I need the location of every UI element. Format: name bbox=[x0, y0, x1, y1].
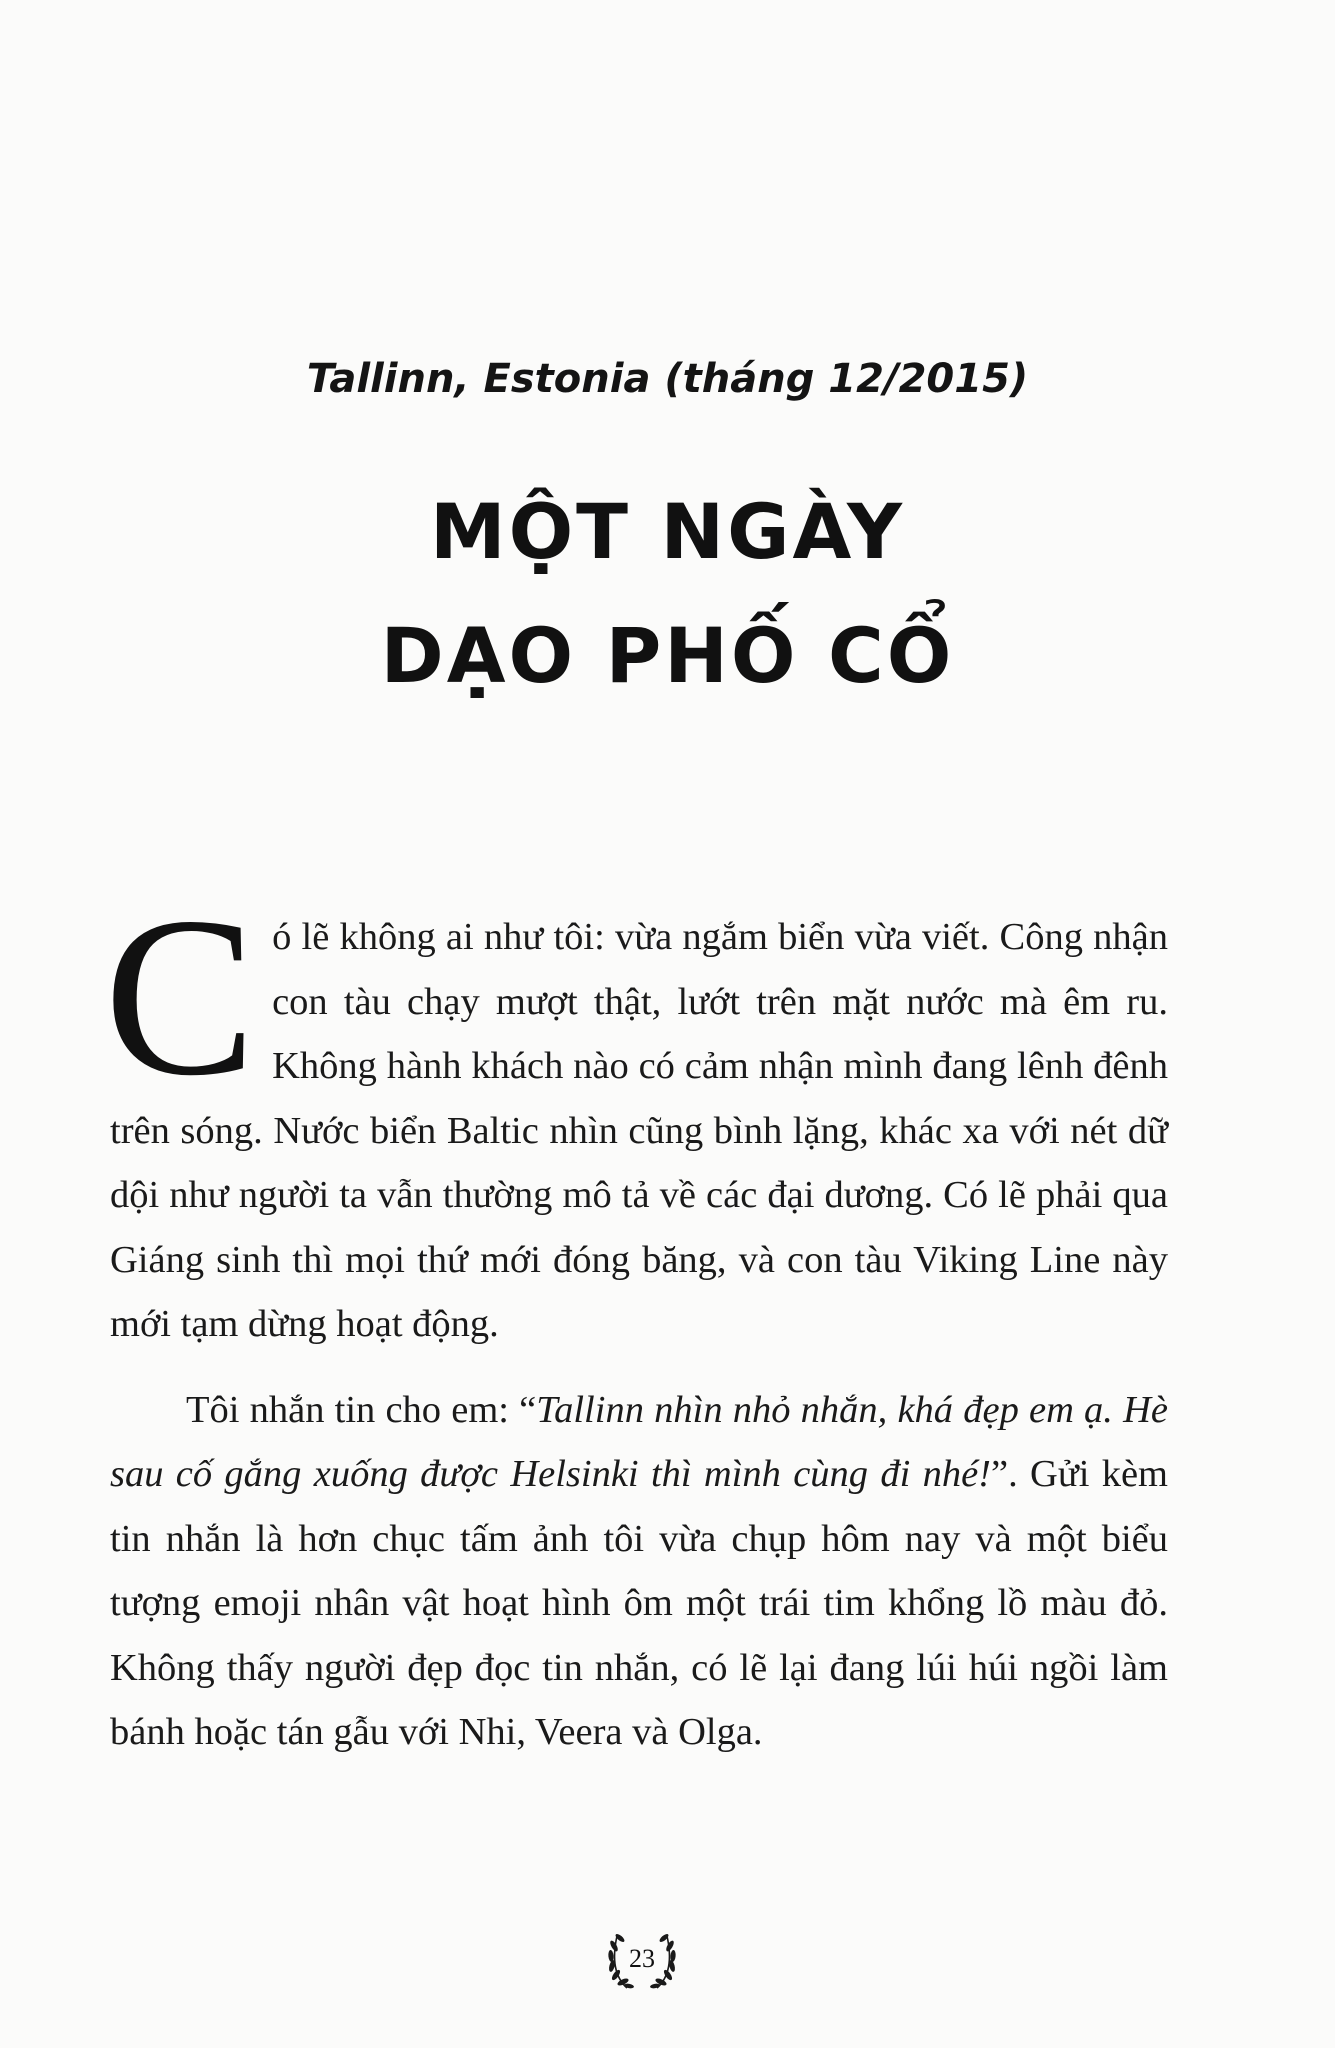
chapter-location-date: Tallinn, Estonia (tháng 12/2015) bbox=[306, 356, 1029, 402]
chapter-title bbox=[0, 470, 1335, 718]
chapter-title-line-1: MỘT NGÀY bbox=[429, 487, 906, 576]
chapter-title-line-2: DẠO PHỐ CỔ bbox=[380, 611, 955, 700]
page-number: 23 bbox=[629, 1944, 655, 1973]
paragraph-2 bbox=[110, 1378, 1168, 1765]
chapter-body bbox=[104, 871, 1169, 1765]
paragraph-1 bbox=[104, 871, 1168, 1357]
paragraph-1-text: ó lẽ không ai như tôi: vừa ngắm biển vừa viết. Công nhận con tàu chạy mượt thật, lướt trên mặt nước mà êm ru. Không hành khách nào có cảm nhận mình đang lênh đênh trên sóng. Nước biển Baltic nhìn cũng bình lặng, khác xa với nét dữ dội như người ta vẫn thường mô tả về các đại dương. Có lẽ phải qua Giáng sinh thì mọi thứ mới đóng băng, và con tàu Viking Line này mới tạm dừng hoạt động. bbox=[110, 916, 1168, 1345]
paragraph-2-quote: Tallinn nhìn nhỏ nhắn, khá đẹp em ạ. Hè sau cố gắng xuống được Helsinki thì mình cùng đi nhé! bbox=[110, 1388, 1169, 1495]
paragraph-2-rest: ”. Gửi kèm tin nhắn là hơn chục tấm ảnh tôi vừa chụp hôm nay và một biểu tượng emoji nhân vật hoạt hình ôm một trái tim khổng lồ màu đỏ. Không thấy người đẹp đọc tin nhắn, có lẽ lại đang lúi húi ngồi làm bánh hoặc tán gẫu với Nhi, Veera và Olga. bbox=[110, 1453, 1168, 1753]
page-folio bbox=[597, 1924, 687, 1994]
paragraph-2-lead: Tôi nhắn tin cho em: “ bbox=[186, 1388, 537, 1431]
drop-cap: C bbox=[104, 871, 257, 1123]
